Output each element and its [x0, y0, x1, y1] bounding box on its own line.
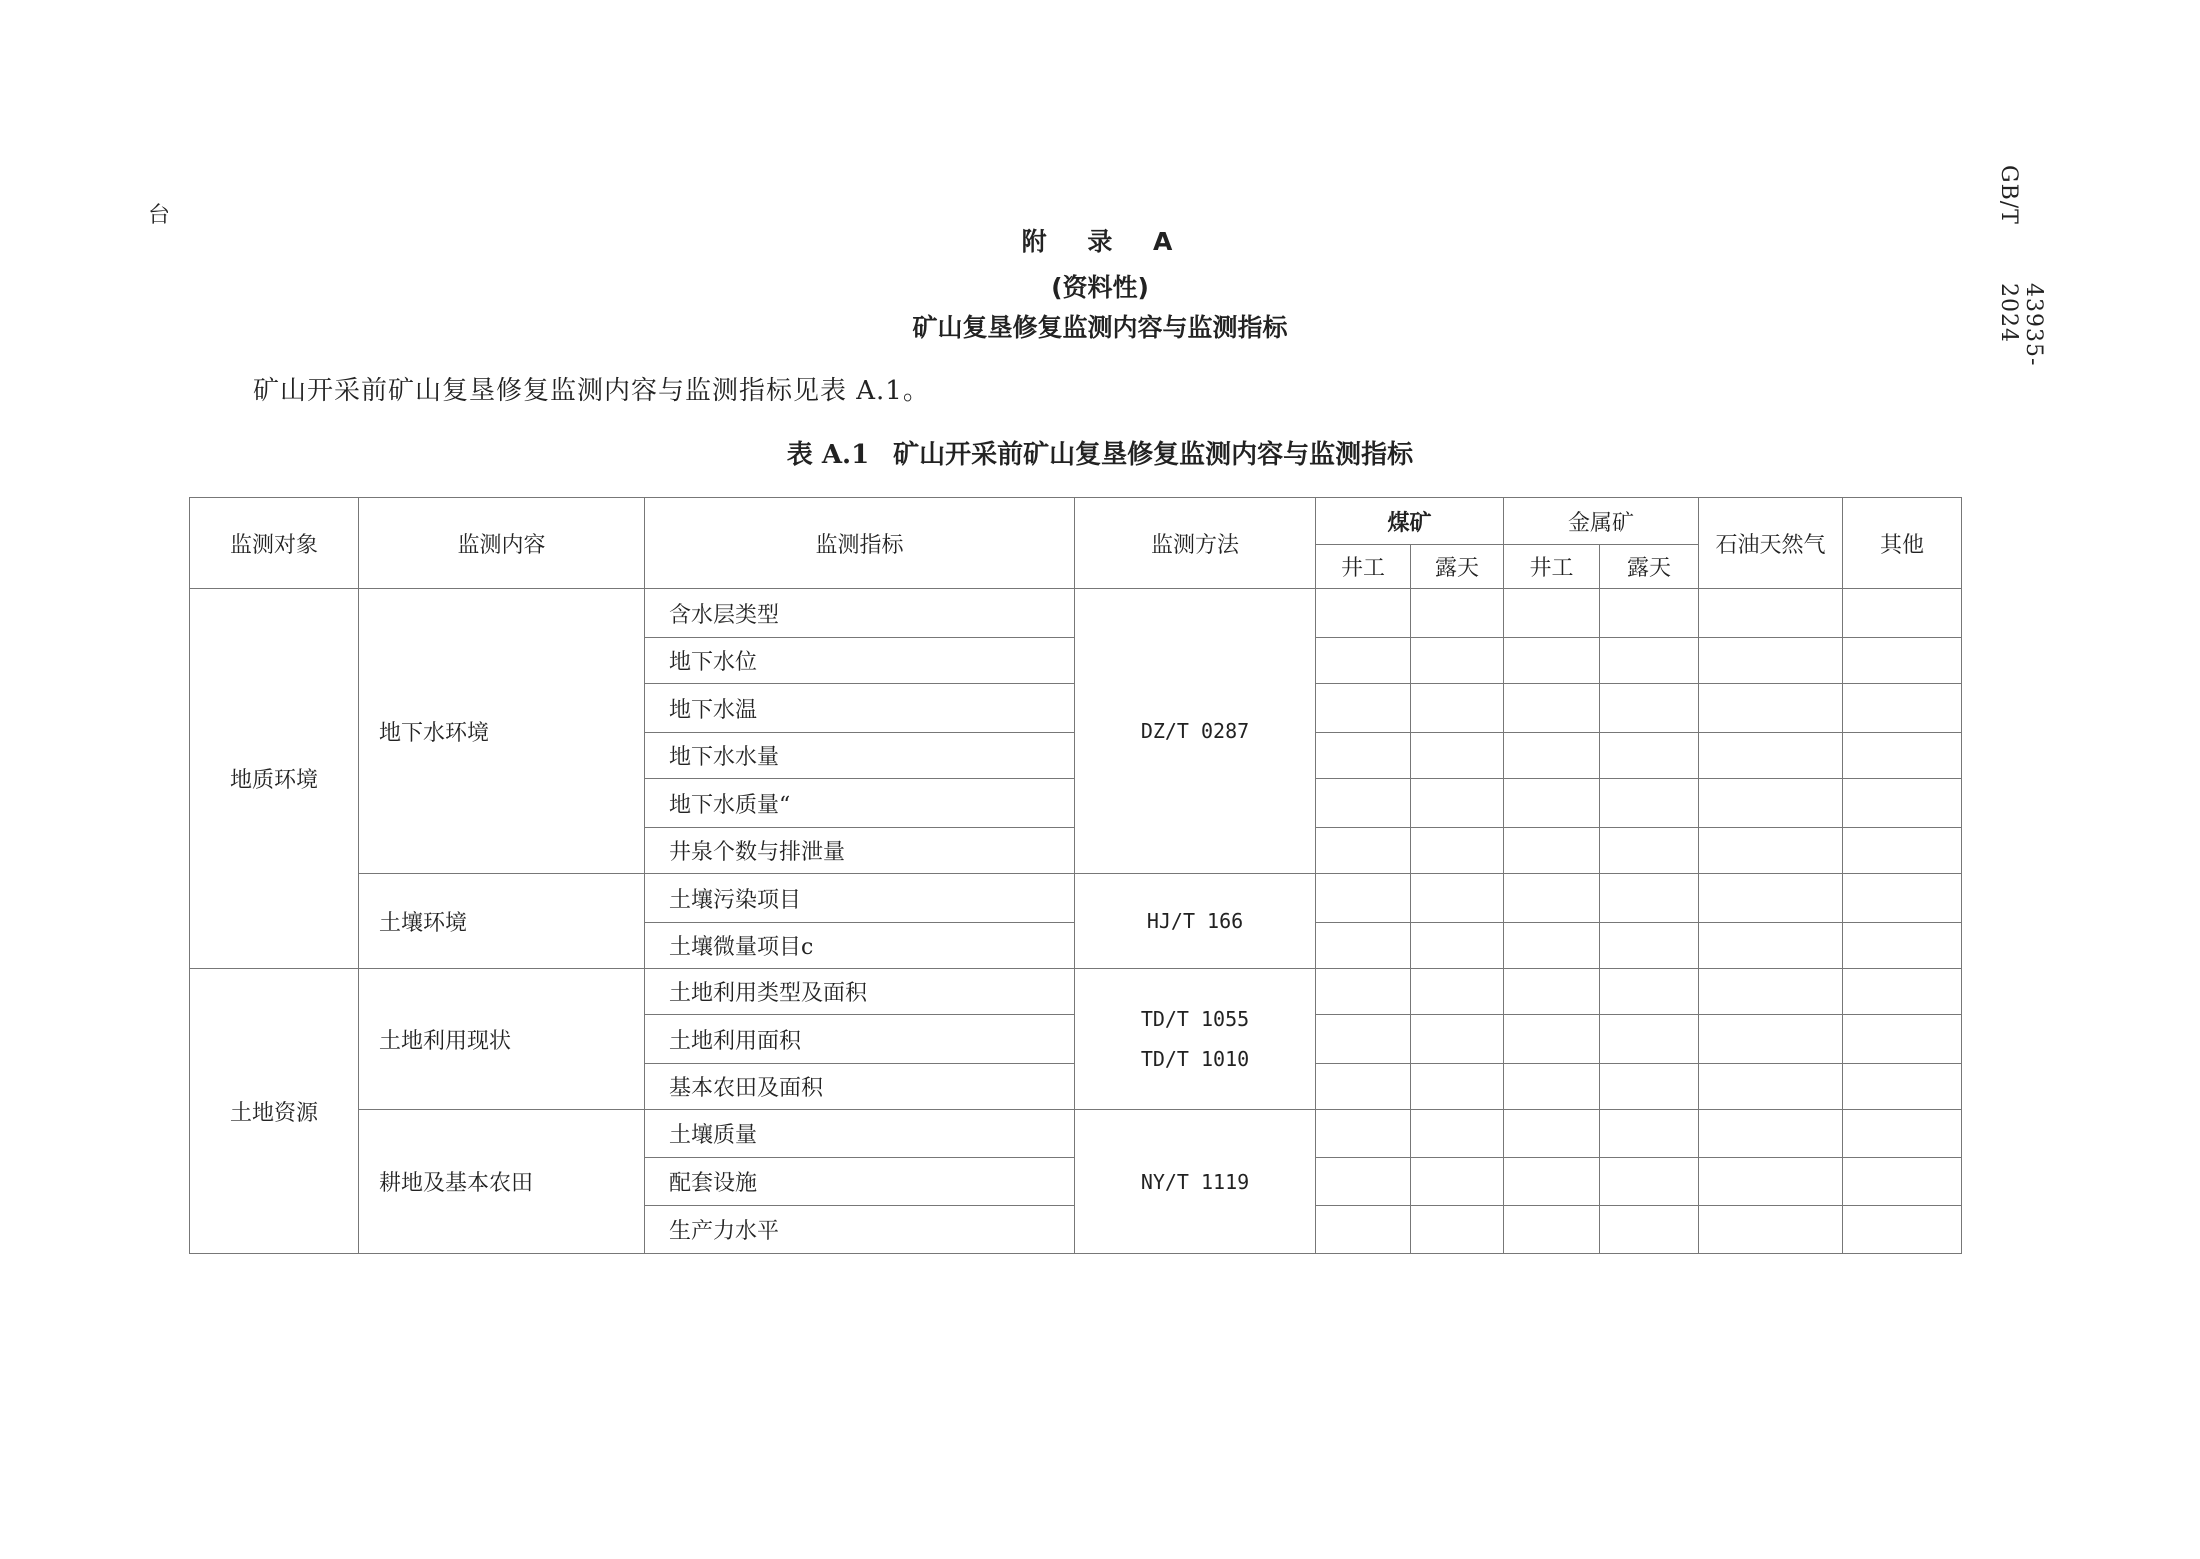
table-cell [1411, 733, 1504, 779]
indicator-cell: 井泉个数与排泄量 [645, 828, 1075, 874]
table-cell [1316, 684, 1411, 733]
table-cell [1843, 1206, 1962, 1254]
content-cell: 地下水环境 [359, 589, 645, 874]
indicator-cell: 土地利用类型及面积 [645, 969, 1075, 1015]
standard-number: 43935-2024 [1996, 283, 2046, 367]
table-cell [1699, 733, 1843, 779]
header-object: 监测对象 [190, 498, 359, 589]
indicator-cell: 地下水质量“ [645, 779, 1075, 828]
table-cell [1411, 589, 1504, 638]
indicator-cell: 配套设施 [645, 1158, 1075, 1206]
table-cell [1316, 969, 1411, 1015]
table-cell [1504, 1015, 1600, 1064]
table-cell [1843, 969, 1962, 1015]
table-cell [1316, 733, 1411, 779]
table-cell [1411, 684, 1504, 733]
table-cell [1699, 874, 1843, 923]
table-cell [1600, 638, 1699, 684]
table-cell [1316, 1110, 1411, 1158]
table-cell [1504, 969, 1600, 1015]
table-cell [1504, 733, 1600, 779]
table-cell [1699, 638, 1843, 684]
table-cell [1699, 1158, 1843, 1206]
indicator-cell: 土地利用面积 [645, 1015, 1075, 1064]
table-cell [1600, 779, 1699, 828]
header-content: 监测内容 [359, 498, 645, 589]
table-cell [1600, 1110, 1699, 1158]
table-cell [1316, 1206, 1411, 1254]
table-cell [1843, 733, 1962, 779]
monitoring-table [189, 497, 1962, 1254]
table-cell [1411, 874, 1504, 923]
table-cell [1504, 684, 1600, 733]
appendix-title: 附 录 A [1021, 227, 1179, 256]
table-cell [1600, 923, 1699, 969]
table-cell [1699, 779, 1843, 828]
table-cell [1843, 1158, 1962, 1206]
table-cell [1843, 874, 1962, 923]
table-caption [0, 434, 2200, 471]
table-cell [1316, 638, 1411, 684]
table-cell [1600, 733, 1699, 779]
indicator-cell: 基本农田及面积 [645, 1064, 1075, 1110]
table-cell [1411, 969, 1504, 1015]
appendix-type: (资料性) [1051, 273, 1149, 302]
intro-paragraph: 矿山开采前矿山复垦修复监测内容与监测指标见表 A.1。 [253, 376, 930, 406]
table-cell [1504, 923, 1600, 969]
table-number: 表 A.1 [786, 440, 870, 470]
table-cell [1699, 828, 1843, 874]
table-cell [1316, 589, 1411, 638]
indicator-cell: 土壤污染项目 [645, 874, 1075, 923]
method-line: TD/T 1010 [1140, 1047, 1250, 1071]
table-cell [1411, 779, 1504, 828]
table-cell [1504, 1110, 1600, 1158]
table-cell [1411, 1110, 1504, 1158]
table-cell [1504, 1206, 1600, 1254]
header-metal-underground: 井工 [1504, 545, 1600, 589]
table-cell [1411, 1015, 1504, 1064]
header-metal-open-pit: 露天 [1600, 545, 1699, 589]
table-cell [1843, 828, 1962, 874]
content-cell: 耕地及基本农田 [359, 1110, 645, 1254]
header-coal-open-pit: 露天 [1411, 545, 1504, 589]
indicator-cell: 土壤微量项目c [645, 923, 1075, 969]
indicator-cell: 地下水水量 [645, 733, 1075, 779]
table-cell [1411, 1064, 1504, 1110]
table-cell [1504, 589, 1600, 638]
table-cell [1843, 779, 1962, 828]
table-cell [1699, 1110, 1843, 1158]
corner-mark: 台 [148, 203, 171, 228]
method-line: TD/T 1055 [1140, 1007, 1250, 1031]
table-cell [1504, 638, 1600, 684]
table-cell [1699, 1206, 1843, 1254]
indicator-cell: 生产力水平 [645, 1206, 1075, 1254]
header-oil-gas: 石油天然气 [1699, 498, 1843, 589]
table-cell [1843, 589, 1962, 638]
table-cell [1504, 1158, 1600, 1206]
header-indicator: 监测指标 [645, 498, 1075, 589]
content-cell: 土地利用现状 [359, 969, 645, 1110]
table-cell [1699, 1064, 1843, 1110]
table-cell [1316, 779, 1411, 828]
table-cell [1843, 684, 1962, 733]
table-cell [1316, 1015, 1411, 1064]
table-cell [1600, 1064, 1699, 1110]
table-cell [1699, 1015, 1843, 1064]
method-cell: HJ/T 166 [1075, 874, 1316, 969]
object-cell: 地质环境 [190, 589, 359, 969]
header-other: 其他 [1843, 498, 1962, 589]
table-cell [1504, 874, 1600, 923]
table-cell [1411, 1158, 1504, 1206]
appendix-subtitle: 矿山复垦修复监测内容与监测指标 [912, 313, 1288, 342]
indicator-cell: 地下水位 [645, 638, 1075, 684]
table-cell [1411, 828, 1504, 874]
table-cell [1504, 828, 1600, 874]
content-cell: 土壤环境 [359, 874, 645, 969]
table-cell [1600, 828, 1699, 874]
header-method: 监测方法 [1075, 498, 1316, 589]
table-cell [1600, 684, 1699, 733]
table-cell [1411, 923, 1504, 969]
table-cell [1699, 684, 1843, 733]
table-cell [1316, 923, 1411, 969]
table-cell [1316, 1158, 1411, 1206]
table-cell [1843, 1015, 1962, 1064]
method-cell: NY/T 1119 [1075, 1110, 1316, 1254]
table-cell [1843, 923, 1962, 969]
table-cell [1600, 1206, 1699, 1254]
table-cell [1699, 923, 1843, 969]
table-cell [1699, 969, 1843, 1015]
table-cell [1600, 874, 1699, 923]
header-coal-underground: 井工 [1316, 545, 1411, 589]
table-cell [1843, 1110, 1962, 1158]
object-cell: 土地资源 [190, 969, 359, 1254]
table-cell [1600, 969, 1699, 1015]
table-cell [1316, 1064, 1411, 1110]
table-cell [1600, 589, 1699, 638]
method-cell [1075, 969, 1316, 1110]
header-coal: 煤矿 [1316, 498, 1504, 545]
table-cell [1504, 779, 1600, 828]
table-cell [1699, 589, 1843, 638]
table-cell [1504, 1064, 1600, 1110]
table-cell [1600, 1158, 1699, 1206]
table-cell [1600, 1015, 1699, 1064]
table-cell [1316, 874, 1411, 923]
table-cell [1843, 1064, 1962, 1110]
indicator-cell: 地下水温 [645, 684, 1075, 733]
header-metal: 金属矿 [1504, 498, 1699, 545]
table-cell [1411, 1206, 1504, 1254]
indicator-cell: 含水层类型 [645, 589, 1075, 638]
table-title: 矿山开采前矿山复垦修复监测内容与监测指标 [893, 440, 1414, 470]
method-cell: DZ/T 0287 [1075, 589, 1316, 874]
standard-prefix: GB/T [1996, 165, 2021, 225]
table-cell [1843, 638, 1962, 684]
indicator-cell: 土壤质量 [645, 1110, 1075, 1158]
table-cell [1411, 638, 1504, 684]
table-cell [1316, 828, 1411, 874]
